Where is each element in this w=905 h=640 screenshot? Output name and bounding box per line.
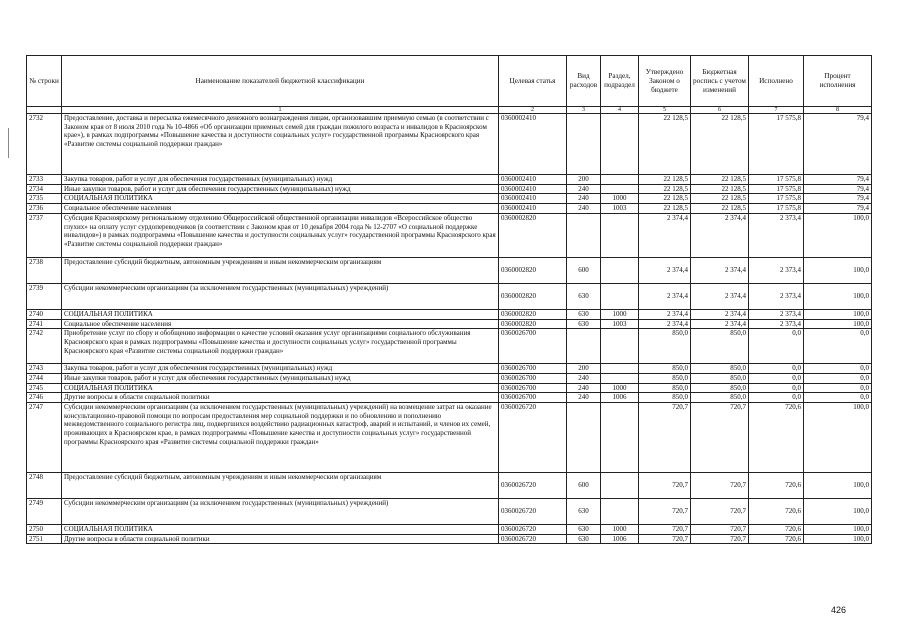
target-article: 0360026720: [499, 473, 567, 499]
table-row: [27, 283, 872, 309]
section-subsection: [601, 114, 639, 175]
executed-amount: 2 373,4: [749, 283, 804, 309]
target-article: 0360002820: [499, 319, 567, 329]
table-body: [27, 114, 872, 544]
execution-percent: 79,4: [804, 114, 872, 175]
expense-type: 600: [567, 257, 601, 283]
header-approved: Утверждено Законом о бюджете: [639, 56, 691, 107]
execution-percent: 100,0: [804, 534, 872, 544]
schedule-amount: 2 374,4: [691, 309, 749, 319]
execution-percent: 79,4: [804, 194, 872, 204]
column-number: [27, 107, 62, 114]
section-subsection: [601, 175, 639, 185]
executed-amount: 0,0: [749, 373, 804, 383]
schedule-amount: 850,0: [691, 373, 749, 383]
approved-amount: 22 128,5: [639, 204, 691, 214]
execution-percent: 100,0: [804, 213, 872, 257]
executed-amount: 720,6: [749, 534, 804, 544]
expense-type: [567, 213, 601, 257]
table-row: [27, 403, 872, 473]
indicator-name: Социальное обеспечение населения: [62, 204, 499, 214]
indicator-name: СОЦИАЛЬНАЯ ПОЛИТИКА: [62, 383, 499, 393]
schedule-amount: 720,7: [691, 534, 749, 544]
column-number-row: [27, 107, 872, 114]
target-article: 0360026700: [499, 383, 567, 393]
execution-percent: 100,0: [804, 473, 872, 499]
section-subsection: 1000: [601, 194, 639, 204]
target-article: 0360026700: [499, 364, 567, 374]
section-subsection: 1003: [601, 204, 639, 214]
table-row: [27, 373, 872, 383]
target-article: 0360026720: [499, 403, 567, 473]
table-row: [27, 473, 872, 499]
executed-amount: 0,0: [749, 364, 804, 374]
approved-amount: 850,0: [639, 364, 691, 374]
table-row: [27, 525, 872, 535]
column-number: 6: [691, 107, 749, 114]
approved-amount: 720,7: [639, 403, 691, 473]
table-row: [27, 204, 872, 214]
table-row: [27, 114, 872, 175]
row-number: 2751: [27, 534, 62, 544]
executed-amount: 17 575,8: [749, 114, 804, 175]
row-number: 2743: [27, 364, 62, 374]
row-number: 2741: [27, 319, 62, 329]
expense-type: 630: [567, 309, 601, 319]
target-article: 0360002410: [499, 184, 567, 194]
section-subsection: [601, 403, 639, 473]
indicator-name: Предоставление субсидий бюджетным, автономным учреждениям и иным некоммерческим организациям: [62, 473, 499, 499]
section-subsection: [601, 364, 639, 374]
target-article: 0360002410: [499, 204, 567, 214]
expense-type: 600: [567, 473, 601, 499]
header-section: Раздел, подраздел: [601, 56, 639, 107]
schedule-amount: 22 128,5: [691, 194, 749, 204]
row-number: 2739: [27, 283, 62, 309]
expense-type: 630: [567, 534, 601, 544]
expense-type: 240: [567, 194, 601, 204]
column-number: 7: [749, 107, 804, 114]
schedule-amount: 2 374,4: [691, 283, 749, 309]
executed-amount: 2 373,4: [749, 309, 804, 319]
section-subsection: [601, 373, 639, 383]
indicator-name: Субсидии некоммерческим организациям (за исключением государственных (муниципальных) учреждений) на возмещение затрат на оказание консультационно-правовой помощи по вопросам предоставления мер социальной поддержки и по обновлению и пополнению межведомственного социального регистра лиц, подвергшихся воздействию радиационных катастроф, аварий и испытаний, и членов их семей, проживающих в Красноярском крае, в рамках подпрограммы «Повышение качества и доступности социальных услуг» государственной программы Красноярского края «Развитие системы социальной поддержки граждан»: [62, 403, 499, 473]
row-number: 2732: [27, 114, 62, 175]
expense-type: 240: [567, 383, 601, 393]
column-number: 5: [639, 107, 691, 114]
executed-amount: 17 575,8: [749, 194, 804, 204]
executed-amount: 0,0: [749, 383, 804, 393]
approved-amount: 2 374,4: [639, 213, 691, 257]
execution-percent: 79,4: [804, 184, 872, 194]
approved-amount: 850,0: [639, 373, 691, 383]
approved-amount: 720,7: [639, 499, 691, 525]
section-subsection: [601, 184, 639, 194]
target-article: 0360026700: [499, 373, 567, 383]
expense-type: 240: [567, 204, 601, 214]
schedule-amount: 22 128,5: [691, 114, 749, 175]
section-subsection: [601, 283, 639, 309]
schedule-amount: 850,0: [691, 383, 749, 393]
section-subsection: 1006: [601, 534, 639, 544]
header-percent: Процент исполнения: [804, 56, 872, 107]
row-number: 2746: [27, 393, 62, 403]
schedule-amount: 850,0: [691, 329, 749, 364]
target-article: 0360002820: [499, 309, 567, 319]
header-name: Наименование показателей бюджетной классификации: [62, 56, 499, 107]
schedule-amount: 2 374,4: [691, 319, 749, 329]
row-number: 2748: [27, 473, 62, 499]
table-row: [27, 213, 872, 257]
approved-amount: 22 128,5: [639, 175, 691, 185]
approved-amount: 720,7: [639, 525, 691, 535]
indicator-name: Предоставление, доставка и пересылка ежемесячного денежного вознаграждения лицам, организовавшим приемную семью (в соответствии с Законом края от 8 июля 2010 года № 10-4866 «Об организации приемных семей для граждан пожилого возраста и инвалидов в Красноярском крае»), в рамках подпрограммы «Повышение качества и доступности социальных услуг» государственной программы Красноярского края «Развитие системы социальной поддержки граждан»: [62, 114, 499, 175]
approved-amount: 2 374,4: [639, 309, 691, 319]
expense-type: 240: [567, 393, 601, 403]
indicator-name: СОЦИАЛЬНАЯ ПОЛИТИКА: [62, 309, 499, 319]
execution-percent: 100,0: [804, 403, 872, 473]
schedule-amount: 850,0: [691, 364, 749, 374]
approved-amount: 720,7: [639, 473, 691, 499]
row-number: 2749: [27, 499, 62, 525]
execution-percent: 100,0: [804, 309, 872, 319]
approved-amount: 2 374,4: [639, 319, 691, 329]
approved-amount: 22 128,5: [639, 184, 691, 194]
target-article: 0360002820: [499, 257, 567, 283]
table-row: [27, 534, 872, 544]
schedule-amount: 720,7: [691, 525, 749, 535]
execution-percent: 0,0: [804, 364, 872, 374]
schedule-amount: 850,0: [691, 393, 749, 403]
expense-type: 240: [567, 373, 601, 383]
indicator-name: Субсидия Красноярскому региональному отделению Общероссийской общественной организации инвалидов «Всероссийское общество глухих» на оплату услуг сурдопереводчиков (в соответствии с Законом края от 10 декабря 2004 года № 12-2707 «О социальной поддержке инвалидов») в рамках подпрограммы «Повышение качества и доступности социальных услуг» государственной программы Красноярского края «Развитие системы социальной поддержки граждан»: [62, 213, 499, 257]
header-executed: Исполнено: [749, 56, 804, 107]
indicator-name: СОЦИАЛЬНАЯ ПОЛИТИКА: [62, 194, 499, 204]
row-number: 2744: [27, 373, 62, 383]
table-row: [27, 175, 872, 185]
execution-percent: 0,0: [804, 329, 872, 364]
row-number: 2736: [27, 204, 62, 214]
section-subsection: 1000: [601, 525, 639, 535]
execution-percent: 100,0: [804, 319, 872, 329]
table-row: [27, 329, 872, 364]
row-number: 2737: [27, 213, 62, 257]
executed-amount: 17 575,8: [749, 204, 804, 214]
execution-percent: 0,0: [804, 383, 872, 393]
expense-type: 630: [567, 499, 601, 525]
execution-percent: 0,0: [804, 393, 872, 403]
column-number: 3: [567, 107, 601, 114]
schedule-amount: 2 374,4: [691, 213, 749, 257]
approved-amount: 22 128,5: [639, 114, 691, 175]
row-number: 2733: [27, 175, 62, 185]
indicator-name: Закупка товаров, работ и услуг для обеспечения государственных (муниципальных) нужд: [62, 175, 499, 185]
executed-amount: 720,6: [749, 473, 804, 499]
section-subsection: 1000: [601, 309, 639, 319]
schedule-amount: 720,7: [691, 473, 749, 499]
page-number: 426: [831, 605, 847, 615]
executed-amount: 2 373,4: [749, 213, 804, 257]
approved-amount: 22 128,5: [639, 194, 691, 204]
executed-amount: 720,6: [749, 525, 804, 535]
execution-percent: 100,0: [804, 525, 872, 535]
executed-amount: 720,6: [749, 499, 804, 525]
table-row: [27, 499, 872, 525]
row-number: 2747: [27, 403, 62, 473]
row-number: 2735: [27, 194, 62, 204]
approved-amount: 2 374,4: [639, 283, 691, 309]
target-article: 0360026700: [499, 393, 567, 403]
section-subsection: [601, 329, 639, 364]
target-article: 0360002410: [499, 114, 567, 175]
row-number: 2734: [27, 184, 62, 194]
section-subsection: [601, 499, 639, 525]
header-exp-type: Вид расходов: [567, 56, 601, 107]
row-number: 2750: [27, 525, 62, 535]
execution-percent: 0,0: [804, 373, 872, 383]
target-article: 0360026720: [499, 534, 567, 544]
section-subsection: 1006: [601, 393, 639, 403]
indicator-name: Иные закупки товаров, работ и услуг для обеспечения государственных (муниципальных) нужд: [62, 373, 499, 383]
row-number: 2742: [27, 329, 62, 364]
table-row: [27, 309, 872, 319]
section-subsection: [601, 213, 639, 257]
schedule-amount: 720,7: [691, 403, 749, 473]
section-subsection: [601, 473, 639, 499]
table-row: [27, 194, 872, 204]
table-row: [27, 184, 872, 194]
target-article: 0360026720: [499, 525, 567, 535]
target-article: 0360026700: [499, 329, 567, 364]
header-target: Целевая статья: [499, 56, 567, 107]
target-article: 0360002410: [499, 175, 567, 185]
indicator-name: Приобретение услуг по сбору и обобщению информации о качестве условий оказания услуг организациями социального обслуживания Красноярского края в рамках подпрограммы «Повышение качества и доступности социальных услуг» государственной программы Красноярского края «Развитие системы социальной поддержки граждан»: [62, 329, 499, 364]
table-row: [27, 364, 872, 374]
schedule-amount: 22 128,5: [691, 204, 749, 214]
approved-amount: 2 374,4: [639, 257, 691, 283]
budget-execution-table: [26, 55, 872, 544]
expense-type: [567, 403, 601, 473]
approved-amount: 720,7: [639, 534, 691, 544]
executed-amount: 17 575,8: [749, 184, 804, 194]
column-number: 1: [62, 107, 499, 114]
indicator-name: Социальное обеспечение населения: [62, 319, 499, 329]
indicator-name: Предоставление субсидий бюджетным, автономным учреждениям и иным некоммерческим организациям: [62, 257, 499, 283]
target-article: 0360026720: [499, 499, 567, 525]
expense-type: 630: [567, 283, 601, 309]
column-number: 2: [499, 107, 567, 114]
indicator-name: Субсидии некоммерческим организациям (за исключением государственных (муниципальных) учреждений): [62, 499, 499, 525]
expense-type: 200: [567, 175, 601, 185]
table-row: [27, 383, 872, 393]
expense-type: [567, 329, 601, 364]
expense-type: 240: [567, 184, 601, 194]
indicator-name: Другие вопросы в области социальной политики: [62, 393, 499, 403]
section-subsection: 1003: [601, 319, 639, 329]
table-row: [27, 257, 872, 283]
section-subsection: 1000: [601, 383, 639, 393]
executed-amount: 0,0: [749, 329, 804, 364]
scan-artifact-line: [8, 128, 9, 158]
expense-type: 630: [567, 525, 601, 535]
column-number: 8: [804, 107, 872, 114]
approved-amount: 850,0: [639, 329, 691, 364]
table-row: [27, 393, 872, 403]
approved-amount: 850,0: [639, 393, 691, 403]
indicator-name: СОЦИАЛЬНАЯ ПОЛИТИКА: [62, 525, 499, 535]
header-budget-schedule: Бюджетная роспись с учетом изменений: [691, 56, 749, 107]
indicator-name: Другие вопросы в области социальной политики: [62, 534, 499, 544]
target-article: 0360002820: [499, 213, 567, 257]
header-row-no: № строки: [27, 56, 62, 107]
indicator-name: Субсидии некоммерческим организациям (за исключением государственных (муниципальных) учреждений): [62, 283, 499, 309]
table-row: [27, 319, 872, 329]
row-number: 2745: [27, 383, 62, 393]
row-number: 2738: [27, 257, 62, 283]
execution-percent: 79,4: [804, 175, 872, 185]
executed-amount: 0,0: [749, 393, 804, 403]
schedule-amount: 2 374,4: [691, 257, 749, 283]
row-number: 2740: [27, 309, 62, 319]
executed-amount: 2 373,4: [749, 319, 804, 329]
schedule-amount: 22 128,5: [691, 175, 749, 185]
expense-type: 200: [567, 364, 601, 374]
section-subsection: [601, 257, 639, 283]
indicator-name: Закупка товаров, работ и услуг для обеспечения государственных (муниципальных) нужд: [62, 364, 499, 374]
table-header-row: [27, 56, 872, 107]
column-number: 4: [601, 107, 639, 114]
execution-percent: 100,0: [804, 283, 872, 309]
executed-amount: 17 575,8: [749, 175, 804, 185]
executed-amount: 720,6: [749, 403, 804, 473]
schedule-amount: 22 128,5: [691, 184, 749, 194]
schedule-amount: 720,7: [691, 499, 749, 525]
target-article: 0360002820: [499, 283, 567, 309]
expense-type: 630: [567, 319, 601, 329]
indicator-name: Иные закупки товаров, работ и услуг для обеспечения государственных (муниципальных) нужд: [62, 184, 499, 194]
execution-percent: 100,0: [804, 499, 872, 525]
expense-type: [567, 114, 601, 175]
target-article: 0360002410: [499, 194, 567, 204]
execution-percent: 79,4: [804, 204, 872, 214]
execution-percent: 100,0: [804, 257, 872, 283]
executed-amount: 2 373,4: [749, 257, 804, 283]
approved-amount: 850,0: [639, 383, 691, 393]
